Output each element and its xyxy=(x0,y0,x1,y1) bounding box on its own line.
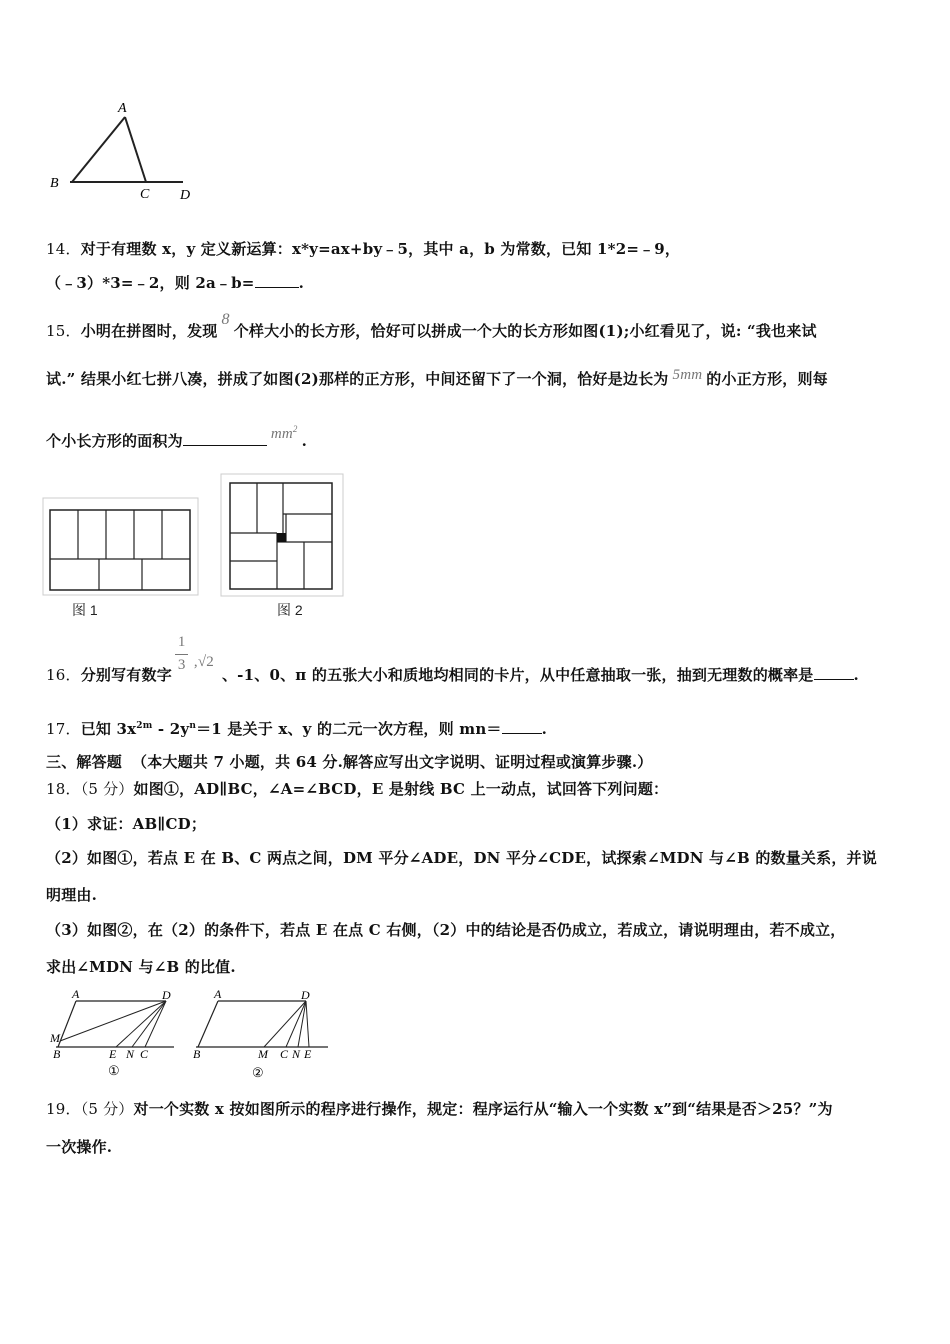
section3-title: 三、解答题 xyxy=(46,753,123,771)
fig2-label-n: N xyxy=(292,1047,301,1061)
q18-figure-1 xyxy=(46,985,186,1085)
q18-part1: （1）求证：AB∥CD； xyxy=(46,815,207,833)
fig2-hole xyxy=(277,533,286,542)
q15-text-1a: 小明在拼图时，发现 xyxy=(80,322,218,340)
q17-text-b: - 2y xyxy=(152,720,190,738)
q18-part2b: 明理由. xyxy=(46,886,98,904)
q16-sqrt: ,√2 xyxy=(193,654,214,670)
q17-exp1: 2m xyxy=(136,721,153,731)
q15-number: 15． xyxy=(46,322,81,340)
fig1-label-m: M xyxy=(50,1031,60,1045)
q15-text-2b: 的小正方形，则每 xyxy=(706,370,828,388)
q14-answer-blank[interactable] xyxy=(255,273,299,288)
section3-note: （本大题共 7 小题，共 64 分.解答应写出文字说明、证明过程或演算步骤.） xyxy=(132,753,653,771)
q17-answer-blank[interactable] xyxy=(502,719,542,734)
q19-text-1: 对一个实数 x 按如图所示的程序进行操作，规定：程序运行从“输入一个实数 x”到“结果是否＞25？”为 xyxy=(133,1100,833,1118)
q17-number: 17． xyxy=(46,720,81,738)
q14-number: 14． xyxy=(46,240,81,258)
q15-figure-1-label: 图 1 xyxy=(72,602,98,618)
segment-ac xyxy=(125,117,146,182)
fig1-label-b: B xyxy=(53,1047,61,1061)
q15-text-2a: 试.” 结果小红七拼八凑，拼成了如图(2)那样的正方形，中间还留下了一个洞，恰好是边长为 xyxy=(46,370,669,388)
section3-heading xyxy=(46,751,652,772)
fig1-label-n: N xyxy=(126,1047,135,1061)
q15-five-mm: 5mm xyxy=(672,367,703,383)
q16-line: 16．分别写有数字 $\frac{1}{3}$ ,√2、-1、0、π 的五张大小和质地均相同的卡片，从中任意抽取一张，抽到无理数的概率是 . xyxy=(46,634,859,684)
q18-figure-2 xyxy=(188,985,338,1085)
label-a: A xyxy=(118,101,127,116)
fig2-label-e: E xyxy=(304,1047,312,1061)
q15-period: . xyxy=(301,432,308,450)
triangle-figure xyxy=(40,95,210,210)
label-d: D xyxy=(180,188,191,203)
q14-text-2: （﹣3）*3=﹣2，则 2a﹣b= xyxy=(46,274,255,292)
q15-unit: $mm^2$ xyxy=(270,424,298,442)
fig1-label-d: D xyxy=(162,988,171,1002)
q19-line1 xyxy=(46,1098,833,1119)
q19-line2: 一次操作. xyxy=(46,1138,113,1156)
q15-text-1b: 个样大小的长方形，恰好可以拼成一个大的长方形如图(1);小红看见了，说: “我也来试 xyxy=(233,322,817,340)
label-b: B xyxy=(50,176,59,191)
fig2-label-circle: ② xyxy=(252,1065,264,1080)
q17-line: 17．已知 $3x^{2m} - 2y^n=1$ 是关于 x、y 的二元一次方程，则 mn＝ . xyxy=(46,720,548,738)
q19-number: 19． xyxy=(46,1100,81,1118)
q16-number: 16． xyxy=(46,666,81,684)
q15-answer-blank[interactable] xyxy=(183,431,267,446)
fig1-label-e: E xyxy=(109,1047,117,1061)
q15-line2 xyxy=(46,368,828,389)
fig2-label-c: C xyxy=(280,1047,289,1061)
q15-figure-2-label: 图 2 xyxy=(277,602,303,618)
q17-exp2: n xyxy=(189,721,197,731)
q14-line1 xyxy=(46,238,680,259)
q18-points: （5 分） xyxy=(80,780,134,798)
fig2-label-a: A xyxy=(214,987,222,1001)
q18-part2a: （2）如图①，若点 E 在 B、C 两点之间，DM 平分∠ADE，DN 平分∠CDE，试探索∠MDN 与∠B 的数量关系，并说 xyxy=(46,849,877,867)
fig1-label-a: A xyxy=(72,987,80,1001)
q18-part3a: （3）如图②，在（2）的条件下，若点 E 在点 C 右侧，（2）中的结论是否仍成立，若成立，请说明理由，若不成立， xyxy=(46,921,846,939)
q15-text-3a: 个小长方形的面积为 xyxy=(46,432,183,450)
q17-text-a: 已知 3x xyxy=(80,720,137,738)
q16-answer-blank[interactable] xyxy=(814,665,854,680)
q18-part3b: 求出∠MDN 与∠B 的比值. xyxy=(46,958,236,976)
fig1-label-circle: ① xyxy=(108,1063,120,1078)
q19-points: （5 分） xyxy=(80,1100,134,1118)
label-c: C xyxy=(140,187,150,202)
q15-eight: 8 xyxy=(221,311,230,328)
q18-number: 18． xyxy=(46,780,81,798)
q15-figure-1 xyxy=(42,497,200,597)
q16-text-a: 分别写有数字 xyxy=(80,666,172,684)
fig2-label-b: B xyxy=(193,1047,201,1061)
q18-line1 xyxy=(46,778,668,799)
fig2-label-m: M xyxy=(258,1047,268,1061)
q14-period: . xyxy=(298,274,304,292)
fig2-label-d: D xyxy=(301,988,310,1002)
q18-intro: 如图①，AD∥BC，∠A=∠BCD，E 是射线 BC 上一动点，试回答下列问题： xyxy=(133,780,669,798)
q16-fraction: $\frac{1}{3}$ xyxy=(172,660,194,680)
q17-text-c: ＝1 是关于 x、y 的二元一次方程，则 mn＝ xyxy=(196,720,502,738)
q15-figure-2 xyxy=(220,473,344,597)
q14-text-1: 对于有理数 x，y 定义新运算：x*y=ax+by﹣5，其中 a，b 为常数，已知 1*2=﹣9， xyxy=(80,240,681,258)
q16-text-b: 、-1、0、π 的五张大小和质地均相同的卡片，从中任意抽取一张，抽到无理数的概率是 xyxy=(221,666,814,684)
fig1-outer-rect xyxy=(50,510,190,590)
segment-ab xyxy=(72,117,125,182)
q15-line3 xyxy=(46,424,308,451)
fig1-label-c: C xyxy=(140,1047,149,1061)
q15-line1 xyxy=(46,311,817,341)
q14-line2 xyxy=(46,272,304,293)
